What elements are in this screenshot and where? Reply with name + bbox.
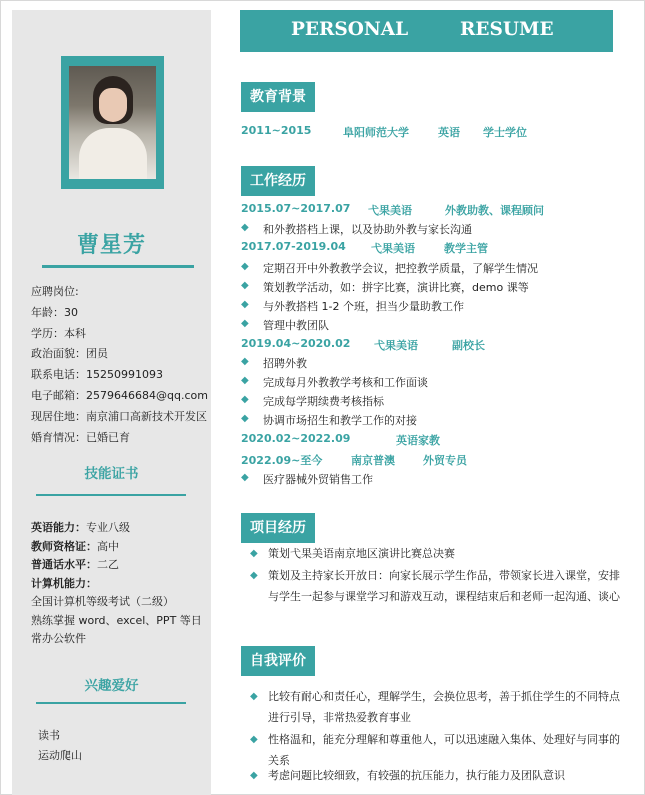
skill-extra: 常办公软件	[31, 632, 86, 645]
skills-divider	[36, 494, 186, 496]
banner-personal: PERSONAL	[291, 19, 409, 40]
name-divider	[42, 265, 194, 268]
hobbies-list	[38, 726, 82, 766]
hobby-item: 运动爬山	[38, 749, 82, 762]
education-heading: 教育背景	[241, 82, 315, 112]
info-email: 电子邮箱：2579646684@qq.com	[31, 388, 208, 402]
personal-info	[31, 282, 211, 448]
projects-heading: 项目经历	[241, 513, 315, 543]
info-position: 应聘岗位:	[31, 285, 79, 298]
info-marital: 婚育情况：已婚已育	[31, 430, 130, 444]
evaluation-item: ◆ 性格温和，能充分理解和尊重他人，可以迅速融入集体、处理好与同事的关系	[250, 733, 620, 767]
skill-extra: 熟练掌握 word、excel、PPT 等日	[31, 613, 202, 627]
profile-photo	[69, 66, 156, 179]
photo-frame	[61, 56, 164, 189]
info-political: 政治面貌：团员	[31, 347, 108, 361]
sidebar	[12, 10, 211, 795]
resume-banner	[240, 10, 613, 52]
skill-extra: 全国计算机等级考试（二级）	[31, 595, 174, 608]
info-address: 现居住地：南京浦口高新技术开发区	[31, 409, 207, 423]
candidate-name: 曹星芳	[76, 232, 146, 258]
project-item: ◆ 策划弋果美语南京地区演讲比赛总决赛	[250, 547, 455, 560]
evaluation-heading: 自我评价	[241, 646, 315, 676]
info-phone: 联系电话：15250991093	[31, 368, 163, 382]
skills-list	[31, 519, 209, 649]
banner-resume: RESUME	[460, 19, 554, 40]
hobby-item: 读书	[38, 729, 60, 742]
skills-title: 技能证书	[84, 466, 139, 482]
project-item: ◆ 策划及主持家长开放日：向家长展示学生作品，带领家长进入课堂，安排与学生一起参与课堂学习和游戏互动，课程结束后和老师一起沟通、谈心	[250, 569, 620, 603]
evaluation-item: ◆ 考虑问题比较细致，有较强的抗压能力，执行能力及团队意识	[250, 769, 565, 782]
info-education: 学历：本科	[31, 326, 86, 340]
skill-item: 教师资格证：高中	[31, 539, 119, 553]
work-heading: 工作经历	[241, 166, 315, 196]
hobbies-title: 兴趣爱好	[84, 678, 139, 694]
skill-item: 英语能力：专业八级	[31, 521, 130, 534]
evaluation-item: ◆ 比较有耐心和责任心，理解学生，会换位思考，善于抓住学生的不同特点进行引导，非常热爱教育事业	[250, 690, 620, 724]
skill-item: 普通话水平：二乙	[31, 558, 119, 571]
hobbies-divider	[36, 702, 186, 704]
skill-item: 计算机能力：	[31, 576, 97, 590]
info-age: 年龄：30	[31, 305, 78, 319]
